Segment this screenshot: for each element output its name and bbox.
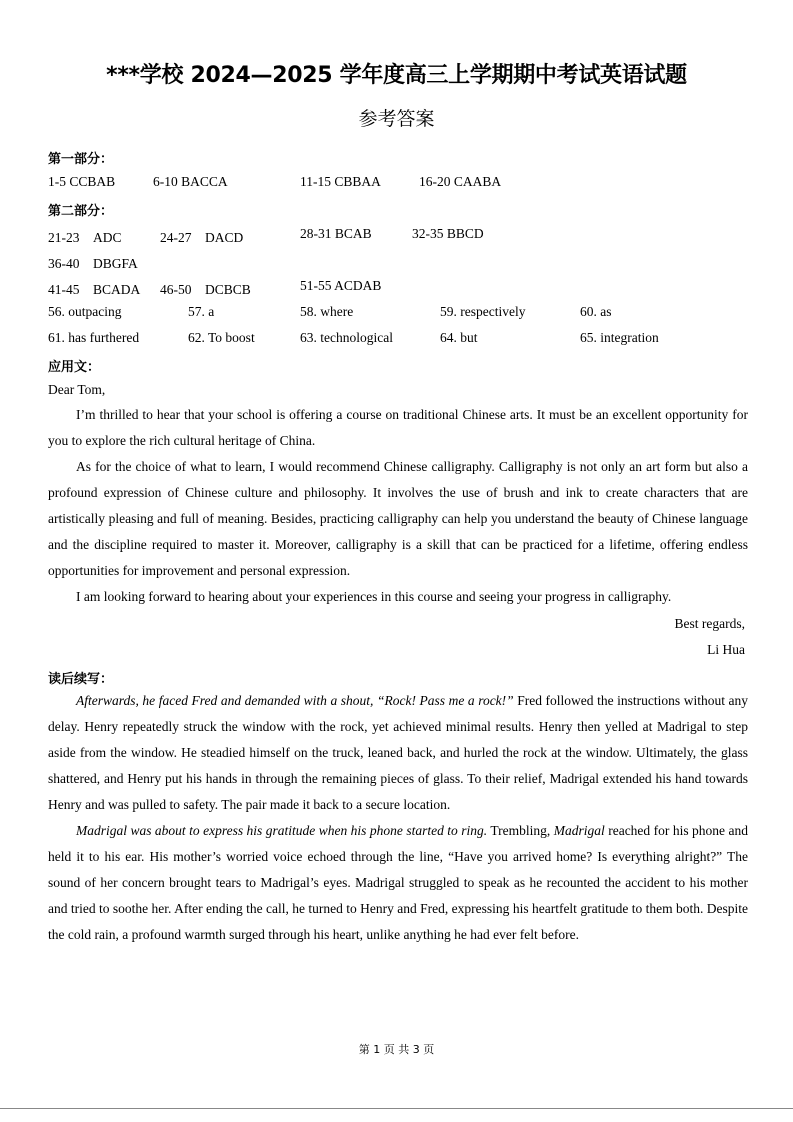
answer-group: 11-15 CBBAA	[300, 174, 381, 189]
page-subtitle: 参考答案	[358, 108, 435, 130]
letter-greeting: Dear Tom,	[48, 382, 106, 397]
continuation-body: Fred followed the instructions without any delay. Henry repeatedly struck the window with the rock, yet achieved minimal results. Henry then yelled at Madrigal to step aside from the window. He steadied himself on the truck, leaned back, and hurled the rock at the window. Ultimately, the glass shattered, and Henry put his hands in through the remaining pieces of glass. To their relief, Madrigal extended his hand towards Henry and was pulled to safety. The pair made it back to a secure location.	[48, 693, 749, 812]
letter-closing: Best regards,	[674, 616, 745, 631]
letter-paragraph: I’m thrilled to hear that your school is offering a course on traditional Chinese arts. It must be an excellent opportunity for you to explore the rich cultural heritage of China.	[48, 407, 748, 448]
answer-item: 64. but	[440, 330, 478, 345]
answer-group: 16-20 CAABA	[419, 174, 502, 189]
continuation-lead-sentence: Madrigal was about to express his gratitude when his phone started to ring.	[76, 823, 488, 838]
answer-item: 65. integration	[580, 330, 659, 345]
continuation-paragraph-2	[48, 818, 748, 948]
letter-paragraph: As for the choice of what to learn, I would recommend Chinese calligraphy. Calligraphy is not only an art form but also a profound expression of Chinese culture and philosophy. It involves the use of brush and ink to create characters that are artistically pleasing and full of meaning. Besides, practicing calligraphy can help you understand the beauty of Chinese language and the discipline required to master it. Moreover, calligraphy is a skill that can be practiced for a lifetime, offering endless opportunities for improvement and personal expression.	[48, 459, 748, 578]
answer-item: 56. outpacing	[48, 304, 122, 319]
continuation-body: Trembling,	[487, 823, 554, 838]
letter-signature: Li Hua	[707, 642, 745, 657]
answer-group: 36-40 DBGFA	[48, 256, 138, 271]
answer-group: 24-27 DACD	[160, 230, 244, 245]
part2-heading: 第二部分：	[48, 204, 114, 219]
continuation-heading: 读后续写：	[48, 672, 114, 687]
continuation-name: Madrigal	[553, 823, 605, 838]
continuation-body: reached for his phone and held it to his ear. His mother’s worried voice echoed through the line, “Have you arrived home? Is everything alright?” The sound of her concern brought tears to Madrigal’s eyes. Madrigal struggled to speak as he recounted the accident to his mother and tried to soothe her. After ending the call, he turned to Henry and Fred, expressing his heartfelt gratitude to them both. Despite the cold rain, a profound warmth surged through his heart, unlike anything he had ever felt before.	[48, 823, 748, 942]
answer-group: 41-45 BCADA	[48, 282, 141, 297]
answer-item: 57. a	[188, 304, 215, 319]
answer-group: 6-10 BACCA	[153, 174, 228, 189]
answer-item: 62. To boost	[188, 330, 255, 345]
page-bottom-divider	[0, 1108, 793, 1109]
answer-group: 32-35 BBCD	[412, 226, 484, 241]
continuation-paragraph-1	[48, 688, 748, 818]
writing-heading: 应用文：	[48, 360, 101, 375]
answer-group: 1-5 CCBAB	[48, 174, 116, 189]
page-number: 第 1 页 共 3 页	[358, 1043, 435, 1056]
letter-paragraph: I am looking forward to hearing about your experiences in this course and seeing your progress in calligraphy.	[76, 589, 672, 604]
answer-item: 58. where	[300, 304, 354, 319]
page-title: ***学校 2024—2025 学年度高三上学期期中考试英语试题	[106, 63, 687, 88]
answer-group: 28-31 BCAB	[300, 226, 372, 241]
answer-item: 60. as	[580, 304, 612, 319]
answer-group: 51-55 ACDAB	[300, 278, 382, 293]
answer-item: 61. has furthered	[48, 330, 140, 345]
answer-group: 21-23 ADC	[48, 230, 122, 245]
answer-group: 46-50 DCBCB	[160, 282, 251, 297]
answer-item: 59. respectively	[440, 304, 526, 319]
answer-item: 63. technological	[300, 330, 393, 345]
part1-heading: 第一部分：	[48, 152, 114, 167]
continuation-lead-sentence: Afterwards, he faced Fred and demanded with a shout, “Rock! Pass me a rock!”	[76, 693, 514, 708]
